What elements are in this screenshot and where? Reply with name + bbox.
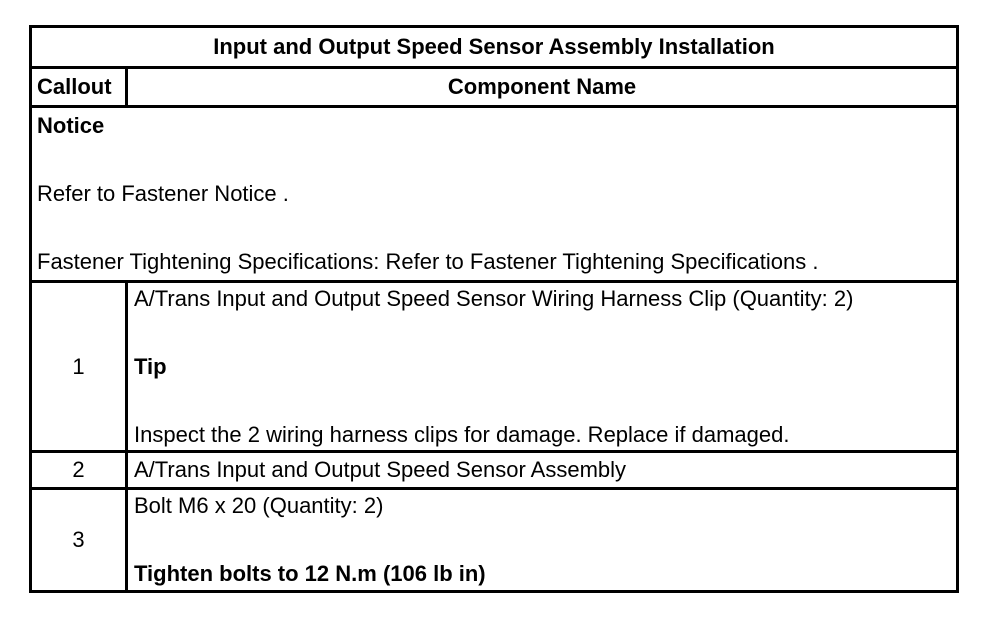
notice-line-2: Fastener Tightening Specifications: Refer to Fastener Tightening Specifications . [37,249,819,274]
torque-instruction: Tighten bolts to 12 N.m (106 lb in) [134,561,486,586]
callout-header: Callout [31,68,127,107]
callout-number: 1 [31,282,127,452]
table-row [31,282,958,452]
header-row [31,68,958,107]
table-row [31,489,958,592]
component-name: A/Trans Input and Output Speed Sensor Wiring Harness Clip (Quantity: 2) [134,285,854,311]
tip-heading: Tip [134,353,167,379]
component-name: Bolt M6 x 20 (Quantity: 2) [134,493,384,518]
component-cell [127,282,958,452]
tip-text: Inspect the 2 wiring harness clips for damage. Replace if damaged. [134,421,790,447]
title-row [31,27,958,68]
component-cell [127,489,958,592]
table-row [31,452,958,489]
component-name-header: Component Name [127,68,958,107]
callout-number: 3 [31,489,127,592]
notice-line-1: Refer to Fastener Notice . [37,181,289,206]
installation-table [29,25,959,593]
component-cell [127,452,958,489]
table-title: Input and Output Speed Sensor Assembly Installation [31,27,958,68]
notice-row [31,107,958,282]
notice-heading: Notice [37,113,105,138]
notice-cell [31,107,958,282]
component-name: A/Trans Input and Output Speed Sensor Assembly [134,457,627,482]
callout-number: 2 [31,452,127,489]
